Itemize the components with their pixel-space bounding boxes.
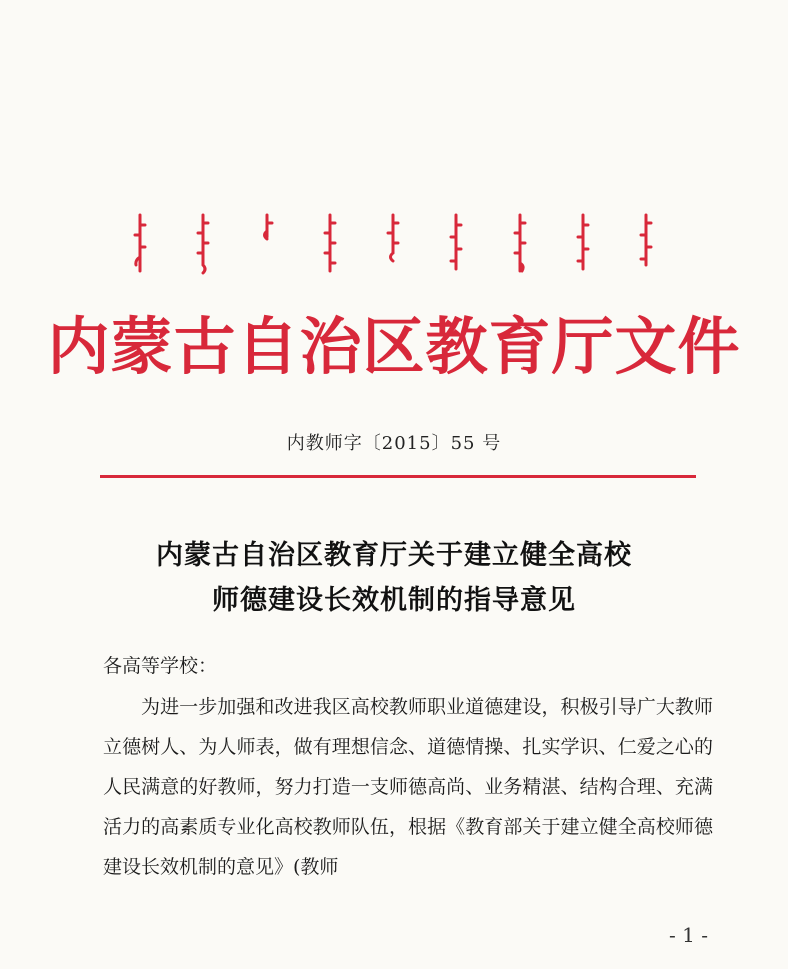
mongolian-word-5: [386, 213, 400, 275]
body-paragraph: 为进一步加强和改进我区高校教师职业道德建设，积极引导广大教师立德树人、为人师表，做有理想信念、道德情操、扎实学识、仁爱之心的人民满意的好教师，努力打造一支师德高尚、业务精湛、结构合理、充满活力的高素质专业化高校教师队伍，根据《教育部关于建立健全高校师德建设长效机制的意见》(教师: [103, 696, 713, 878]
mongolian-word-8: [576, 213, 590, 275]
mongolian-word-4: [323, 213, 337, 275]
mongolian-word-6: [449, 213, 463, 275]
mongolian-word-9: [639, 213, 653, 275]
heading-line-1: 内蒙古自治区教育厅关于建立健全高校: [156, 540, 632, 571]
mongolian-word-3: [260, 213, 274, 275]
document-number: 内教师字〔2015〕55 号: [286, 433, 502, 454]
heading-line-2: 师德建设长效机制的指导意见: [212, 585, 576, 616]
document-title: 内蒙古自治区教育厅文件: [47, 310, 741, 383]
mongolian-header: [133, 213, 653, 275]
page-number: - 1 -: [669, 923, 708, 947]
mongolian-word-7: [513, 213, 527, 275]
mongolian-word-2: [196, 213, 210, 275]
red-divider-line: [100, 475, 696, 478]
salutation: 各高等学校：: [103, 655, 218, 677]
mongolian-word-1: [133, 213, 147, 275]
